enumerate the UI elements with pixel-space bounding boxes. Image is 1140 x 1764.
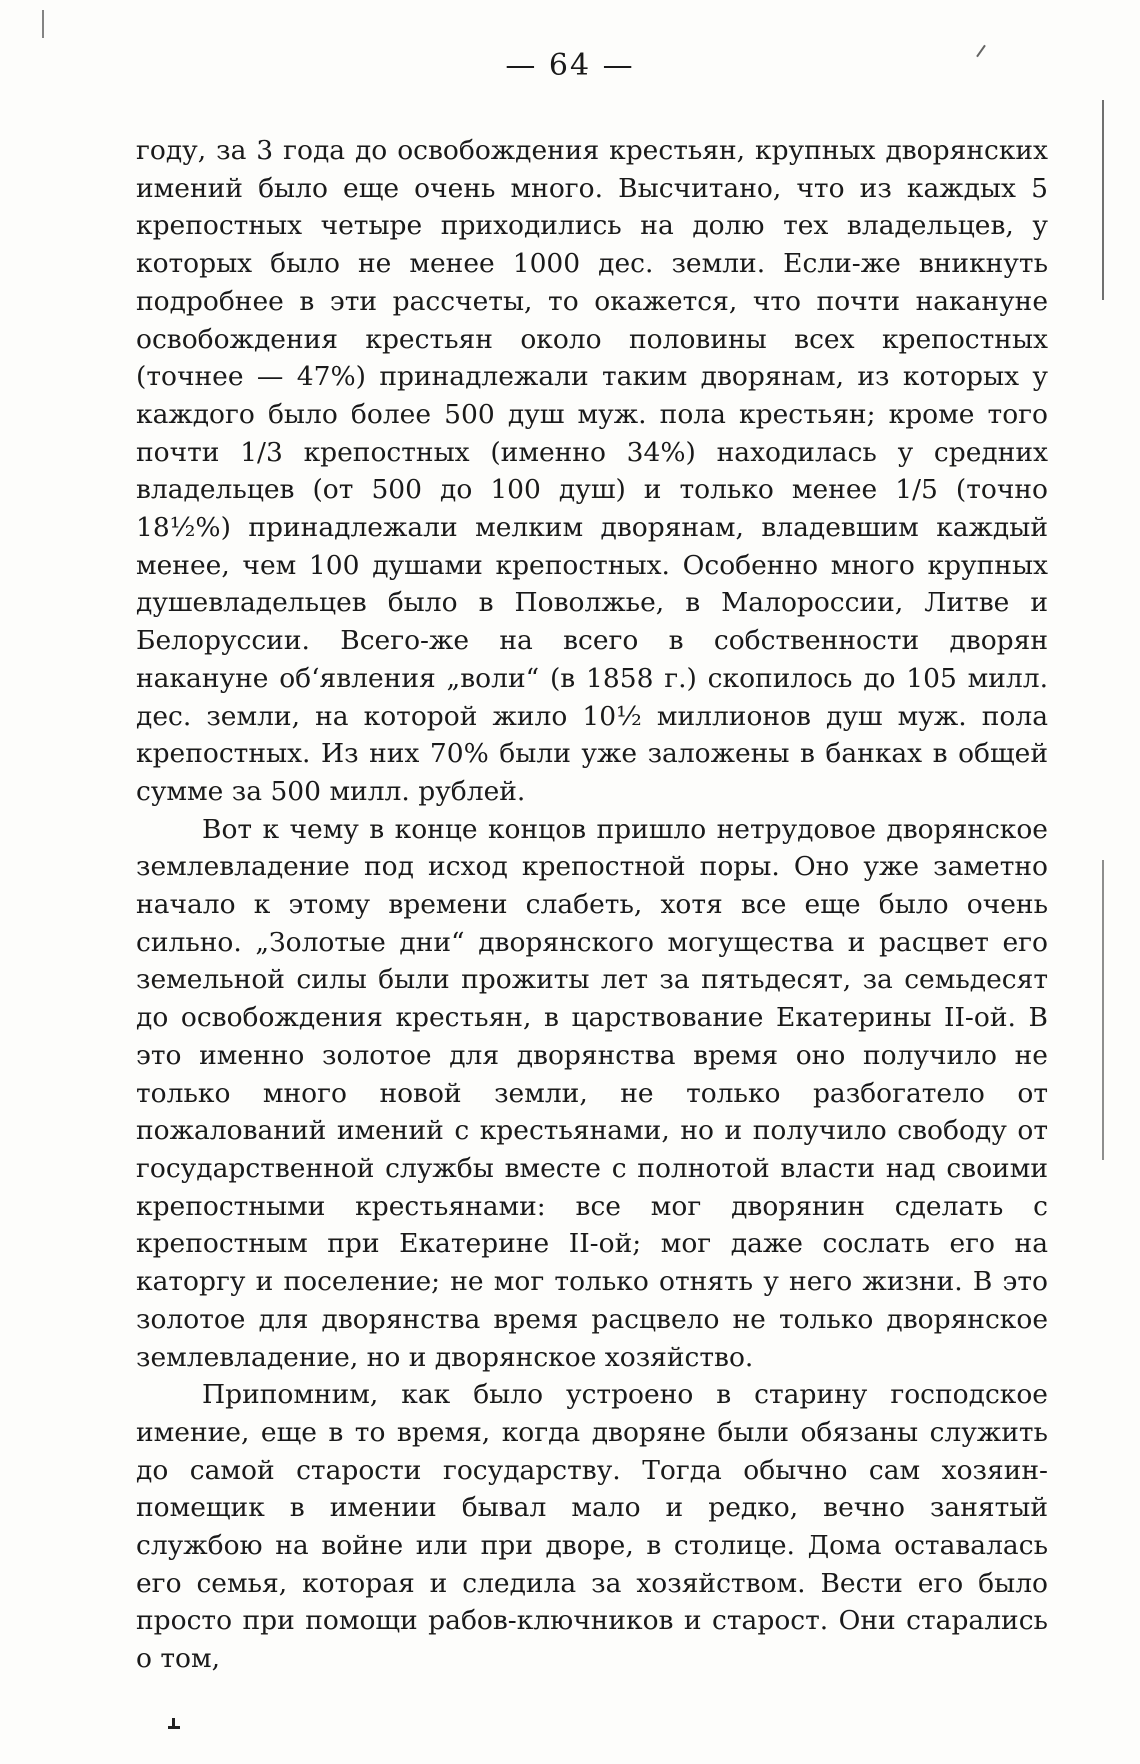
body-text	[136, 132, 1048, 1678]
paragraph-3: Припомним, как было устроено в старину господское имение, еще в то время, когда дворяне были обязаны служить до самой старости государству. Тогда обычно сам хозяин-помещик в имении бывал мало и редко, вечно занятый службою на войне или при дворе, в столице. Дома оставалась его семья, которая и следила за хозяйством. Вести его было просто при помощи рабов-ключников и старост. Они старались о том,	[136, 1379, 1048, 1675]
scan-margin-line-left	[42, 10, 44, 38]
scan-speck-bottom-stem	[172, 1718, 175, 1728]
scan-margin-line-right	[1102, 100, 1104, 300]
paragraph-1: году, за 3 года до освобождения крестьян, крупных дворянских имений было еще очень много. Высчитано, что из каждых 5 крепостных четыре приходились на долю тех владельцев, у которых было не менее 1000 дес. земли. Если-же вникнуть подробнее в эти рассчеты, то окажется, что почти накануне освобождения крестьян около половины всех крепостных (точнее — 47%) принадлежали таким дворянам, из которых у каждого было более 500 душ муж. пола крестьян; кроме того почти 1/3 крепостных (именно 34%) находилась у средних владельцев (от 500 до 100 душ) и только менее 1/5 (точно 18½%) принадлежали мелким дворянам, владевшим каждый менее, чем 100 душами крепостных. Особенно много крупных душевладельцев было в Поволжье, в Малороссии, Литве и Белоруссии. Всего-же на всего в собственности дворян накануне об‘явления „воли“ (в 1858 г.) скопилось до 105 милл. дес. земли, на которой жило 10½ миллионов душ муж. пола крепостных. Из них 70% были уже заложены в банках в общей сумме за 500 милл. рублей.	[136, 135, 1048, 807]
scan-margin-line-right-lower	[1102, 860, 1104, 1160]
paragraph-2: Вот к чему в конце концов пришло нетрудовое дворянское землевладение под исход крепостной поры. Оно уже заметно начало к этому времени слабеть, хотя все еще было очень сильно. „Золотые дни“ дворянского могущества и расцвет его земельной силы были прожиты лет за пятьдесят, за семьдесят до освобождения крестьян, в царствование Екатерины II-ой. В это именно золотое для дворянства время оно получило не только много новой земли, не только разбогатело от пожалований имений с крестьянами, но и получило свободу от государственной службы вместе с полнотой власти над своими крепостными крестьянами: все мог дворянин сделать с крепостным при Екатерине II-ой; мог даже сослать его на каторгу и поселение; не мог только отнять у него жизни. В это золотое для дворянства время расцвело не только дворянское землевладение, но и дворянское хозяйство.	[136, 813, 1048, 1373]
page-number: — 64 —	[505, 48, 635, 83]
